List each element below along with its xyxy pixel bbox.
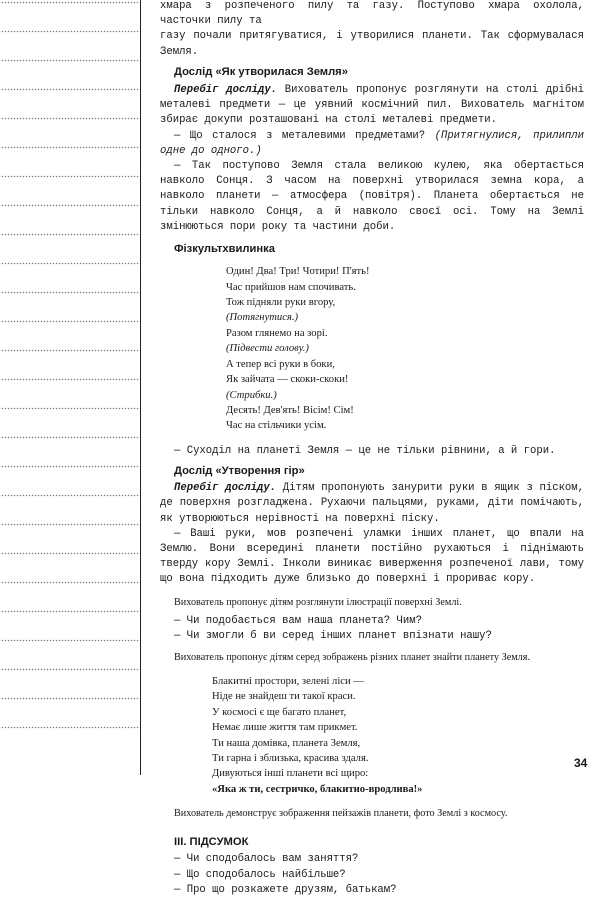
experiment2-paragraph	[160, 481, 584, 527]
poem-line: У космосі є ще багато планет,	[212, 706, 347, 718]
poem-line: (Підвести голову.)	[226, 343, 309, 355]
fizkult-title: Фізкультхвилинка	[174, 243, 275, 256]
demo-text: Вихователь демонструє зображення пейзажів планети, фото Землі з космосу.	[174, 808, 508, 820]
summary-q2: — Що сподобалось найбільше?	[174, 868, 346, 881]
page-number: 34	[574, 756, 588, 770]
poem-line: Час на стільчики усім.	[226, 420, 327, 432]
poem-line: Як зайчата — скоки-скоки!	[226, 374, 349, 386]
page-content	[160, 0, 584, 898]
poem-line: Немає лише життя там прикмет.	[212, 722, 358, 734]
poem-line: Один! Два! Три! Чотири! П'ять!	[226, 266, 370, 278]
notes-margin	[0, 0, 140, 775]
intro-line-2: газу почали притягуватися, і утворилися планети. Так сформувалася Земля.	[160, 30, 584, 58]
intro-line-1: хмара з розпеченого пилу та газу. Поступово хмара охолола, часточки пилу та	[160, 0, 584, 28]
summary-q1: — Чи сподобалось вам заняття?	[174, 853, 359, 866]
summary-title: ІІІ. ПІДСУМОК	[174, 836, 249, 849]
poem-line: Блакитні простори, зелені ліси —	[212, 675, 364, 687]
illustr-text: Вихователь пропонує дітям розглянути ілюстрації поверхні Землі.	[174, 596, 462, 608]
experiment1-paragraph	[160, 83, 584, 129]
poem-line: (Потягнутися.)	[226, 312, 299, 324]
experiment2-explain: — Ваші руки, мов розпечені уламки інших планет, що впали на Землю. Вони всередині планети постійно рухаються і піднімають тверду кору Землі. Інколи виникає виверження розпеченої лави, тому що вона підходить дуже близько до поверхні і прориває кору.	[160, 527, 584, 586]
summary-q3: — Про що розкажете друзям, батькам?	[174, 883, 397, 896]
experiment1-question: — Що сталося з металевими предметами?	[174, 129, 435, 142]
poem-line: Десять! Дев'ять! Вісім! Сім!	[226, 404, 354, 416]
experiment2-title: Дослід «Утворення гір»	[174, 464, 305, 477]
experiment2-lead: Перебіг досліду.	[174, 482, 277, 495]
illustr-q2: — Чи змогли б ви серед інших планет впізнати нашу?	[174, 629, 492, 642]
poem-line: Ти наша домівка, планета Земля,	[212, 737, 361, 749]
poem-line: Ніде не знайдеш ти такої краси.	[212, 691, 356, 703]
poem-line: Разом глянемо на зорі.	[226, 327, 328, 339]
earth-poem	[212, 674, 584, 797]
poem-line: Час прийшов нам спочивать.	[226, 281, 356, 293]
experiment2-text: Дітям пропонують занурити руки в ящик з піском, де поверхня розгладжена. Рухаючи пальцями, руками, діти помічають, як утворюються нерівності на поверхні піску.	[160, 482, 585, 525]
poem-line: Ти гарна і зблизька, красива здаля.	[212, 752, 369, 764]
poem-line: «Яка ж ти, сестричко, блакитно-вродлива!»	[212, 783, 423, 795]
experiment1-title: Дослід «Як утворилася Земля»	[174, 65, 348, 78]
poem-line: Тож підняли руки вгору,	[226, 297, 336, 309]
experiment1-answer: (Притягнулися, прилипли одне до одного.)	[160, 129, 584, 157]
land-line: — Суходіл на планеті Земля — це не тільки рівнини, а й гори.	[174, 444, 556, 457]
poem-line: А тепер всі руки в боки,	[226, 358, 335, 370]
poem-line: (Стрибки.)	[226, 389, 277, 401]
fizkult-poem	[226, 264, 584, 433]
experiment1-lead: Перебіг досліду.	[174, 84, 278, 97]
margin-divider	[140, 0, 141, 775]
poem-line: Дивуються інші планети всі щиро:	[212, 768, 369, 780]
illustr-q1: — Чи подобається вам наша планета? Чим?	[174, 614, 422, 627]
illustr-find: Вихователь пропонує дітям серед зображень різних планет знайти планету Земля.	[174, 651, 530, 663]
experiment1-question-line	[160, 129, 584, 159]
experiment1-text: Вихователь пропонує розглянути на столі дрібні металеві предмети — це уявний космічний пил. Вихователь магнітом збирає докупи розташовані на столі металеві предмети.	[160, 84, 584, 127]
experiment1-explain: — Так поступово Земля стала великою кулею, яка обертається навколо Сонця. З часом на поверхні утворилася земна кора, а навколо планети — атмосфера (повітря). Планета обертається не тільки навколо Сонця, а й навколо своєї осі. Тому на Землі змінюються пори року та частини доби.	[160, 160, 584, 233]
